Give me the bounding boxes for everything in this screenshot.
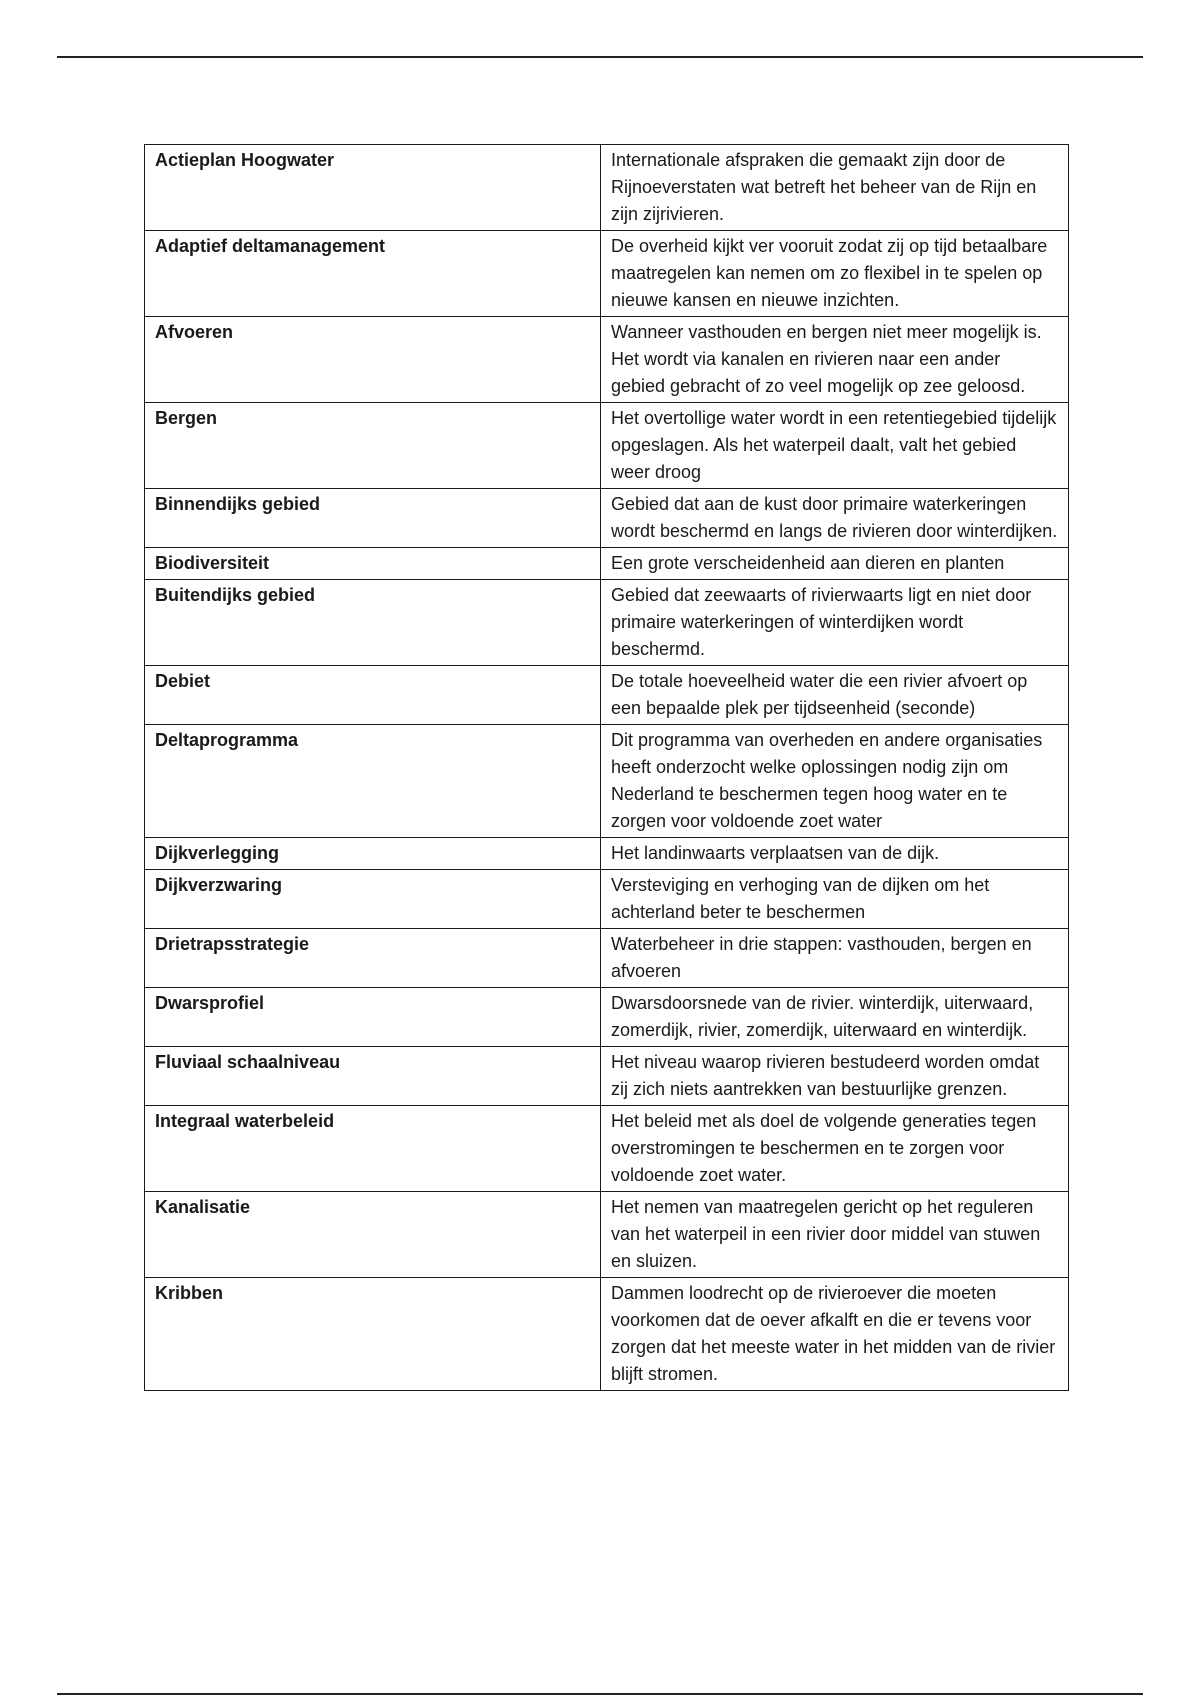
- glossary-term: Afvoeren: [145, 317, 601, 403]
- table-row: [145, 548, 1069, 580]
- glossary-definition: De totale hoeveelheid water die een rivier afvoert op een bepaalde plek per tijdseenheid (seconde): [601, 666, 1069, 725]
- glossary-term: Actieplan Hoogwater: [145, 145, 601, 231]
- glossary-definition: Versteviging en verhoging van de dijken om het achterland beter te beschermen: [601, 870, 1069, 929]
- glossary-definition: Een grote verscheidenheid aan dieren en planten: [601, 548, 1069, 580]
- header-rule: [57, 56, 1143, 58]
- table-row: [145, 988, 1069, 1047]
- table-row: [145, 317, 1069, 403]
- glossary-term: Debiet: [145, 666, 601, 725]
- glossary-definition: Het overtollige water wordt in een retentiegebied tijdelijk opgeslagen. Als het waterpeil daalt, valt het gebied weer droog: [601, 403, 1069, 489]
- glossary-term: Dijkverzwaring: [145, 870, 601, 929]
- table-row: [145, 725, 1069, 838]
- table-row: [145, 870, 1069, 929]
- table-row: [145, 929, 1069, 988]
- glossary-definition: Dammen loodrecht op de rivieroever die moeten voorkomen dat de oever afkalft en die er tevens voor zorgen dat het meeste water in het midden van de rivier blijft stromen.: [601, 1278, 1069, 1391]
- glossary-definition: Gebied dat zeewaarts of rivierwaarts ligt en niet door primaire waterkeringen of winterdijken wordt beschermd.: [601, 580, 1069, 666]
- glossary-term: Adaptief deltamanagement: [145, 231, 601, 317]
- footer-rule: [57, 1693, 1143, 1695]
- glossary-term: Kribben: [145, 1278, 601, 1391]
- glossary-definition: Het nemen van maatregelen gericht op het reguleren van het waterpeil in een rivier door middel van stuwen en sluizen.: [601, 1192, 1069, 1278]
- glossary-definition: De overheid kijkt ver vooruit zodat zij op tijd betaalbare maatregelen kan nemen om zo flexibel in te spelen op nieuwe kansen en nieuwe inzichten.: [601, 231, 1069, 317]
- glossary-definition: Waterbeheer in drie stappen: vasthouden, bergen en afvoeren: [601, 929, 1069, 988]
- table-row: [145, 838, 1069, 870]
- glossary-term: Kanalisatie: [145, 1192, 601, 1278]
- glossary-term: Biodiversiteit: [145, 548, 601, 580]
- glossary-term: Deltaprogramma: [145, 725, 601, 838]
- table-row: [145, 666, 1069, 725]
- glossary-term: Dwarsprofiel: [145, 988, 601, 1047]
- glossary-term: Drietrapsstrategie: [145, 929, 601, 988]
- table-row: [145, 1047, 1069, 1106]
- glossary-term: Dijkverlegging: [145, 838, 601, 870]
- glossary-definition: Het niveau waarop rivieren bestudeerd worden omdat zij zich niets aantrekken van bestuurlijke grenzen.: [601, 1047, 1069, 1106]
- table-row: [145, 145, 1069, 231]
- glossary-definition: Het landinwaarts verplaatsen van de dijk.: [601, 838, 1069, 870]
- glossary-term: Binnendijks gebied: [145, 489, 601, 548]
- glossary-definition: Internationale afspraken die gemaakt zijn door de Rijnoeverstaten wat betreft het beheer van de Rijn en zijn zijrivieren.: [601, 145, 1069, 231]
- table-row: [145, 580, 1069, 666]
- glossary-term: Buitendijks gebied: [145, 580, 601, 666]
- table-row: [145, 1106, 1069, 1192]
- glossary-table: [144, 144, 1069, 1391]
- table-row: [145, 489, 1069, 548]
- glossary-definition: Gebied dat aan de kust door primaire waterkeringen wordt beschermd en langs de rivieren door winterdijken.: [601, 489, 1069, 548]
- glossary-term: Fluviaal schaalniveau: [145, 1047, 601, 1106]
- glossary-term: Integraal waterbeleid: [145, 1106, 601, 1192]
- glossary-definition: Wanneer vasthouden en bergen niet meer mogelijk is. Het wordt via kanalen en rivieren naar een ander gebied gebracht of zo veel mogelijk op zee geloosd.: [601, 317, 1069, 403]
- table-row: [145, 1192, 1069, 1278]
- glossary-definition: Het beleid met als doel de volgende generaties tegen overstromingen te beschermen en te zorgen voor voldoende zoet water.: [601, 1106, 1069, 1192]
- table-row: [145, 403, 1069, 489]
- table-row: [145, 231, 1069, 317]
- glossary-definition: Dwarsdoorsnede van de rivier. winterdijk, uiterwaard, zomerdijk, rivier, zomerdijk, uiterwaard en winterdijk.: [601, 988, 1069, 1047]
- glossary-term: Bergen: [145, 403, 601, 489]
- table-row: [145, 1278, 1069, 1391]
- glossary-definition: Dit programma van overheden en andere organisaties heeft onderzocht welke oplossingen nodig zijn om Nederland te beschermen tegen hoog water en te zorgen voor voldoende zoet water: [601, 725, 1069, 838]
